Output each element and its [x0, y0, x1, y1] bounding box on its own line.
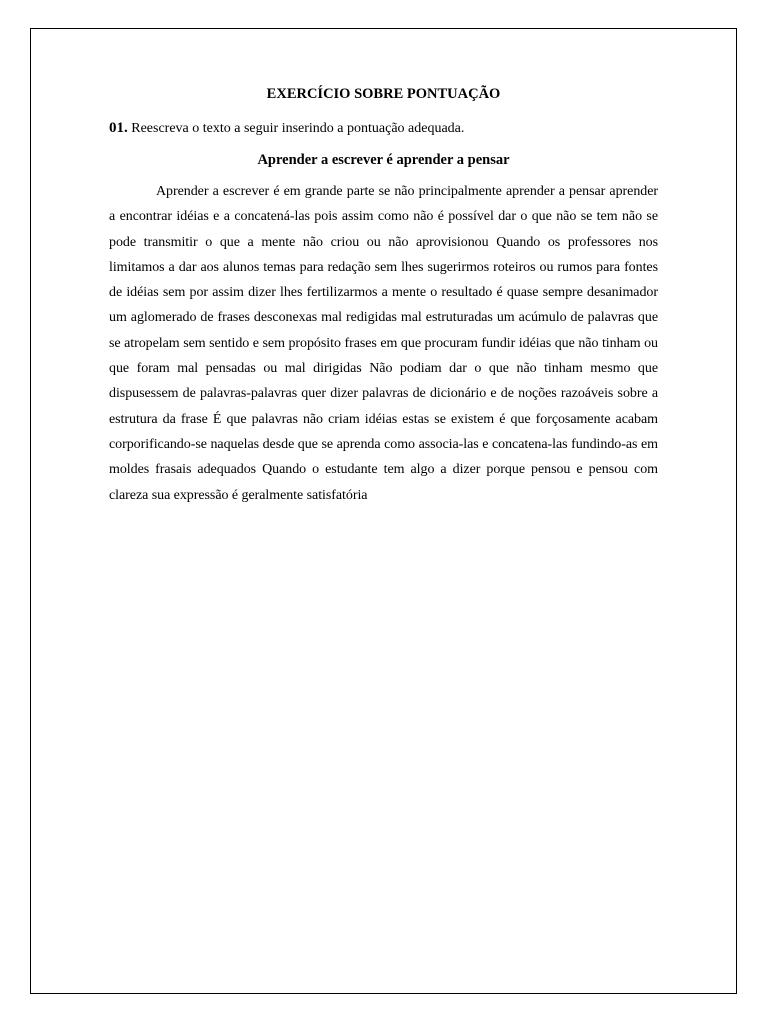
question-number: 01.	[109, 120, 128, 136]
exercise-instruction	[109, 118, 658, 139]
instruction-text: Reescreva o texto a seguir inserindo a pontuação adequada.	[131, 121, 465, 136]
text-subtitle: Aprender a escrever é aprender a pensar	[257, 152, 510, 168]
exercise-body-text: Aprender a escrever é em grande parte se não principalmente aprender a pensar aprender a encontrar idéias e a concatená-las pois assim como não é possível dar o que não se tem não se pode transmitir o que a mente não criou ou não aprovisionou Quando os professores nos limitamos a dar aos alunos temas para redação sem lhes sugerirmos roteiros ou rumos para fontes de idéias sem por assim dizer lhes fertilizarmos a mente o resultado é quase sempre desanimador um aglomerado de frases desconexas mal redigidas mal estruturadas um acúmulo de palavras que se atropelam sem sentido e sem propósito frases em que procuram fundir idéias que não tinham ou que foram mal pensadas ou mal dirigidas Não podiam dar o que não tinham mesmo que dispusessem de palavras-palavras quer dizer palavras de dicionário e de noções razoáveis sobre a estrutura da frase É que palavras não criam idéias estas se existem é que forçosamente acabam corporificando-se naquelas desde que se aprenda como associa-las e concatena-las fundindo-as em moldes frasais adequados Quando o estudante tem algo a dizer porque pensou e pensou com clareza sua expressão é geralmente satisfatória	[109, 184, 658, 503]
document-content	[109, 84, 658, 508]
document-title: EXERCÍCIO SOBRE PONTUAÇÃO	[266, 86, 501, 102]
